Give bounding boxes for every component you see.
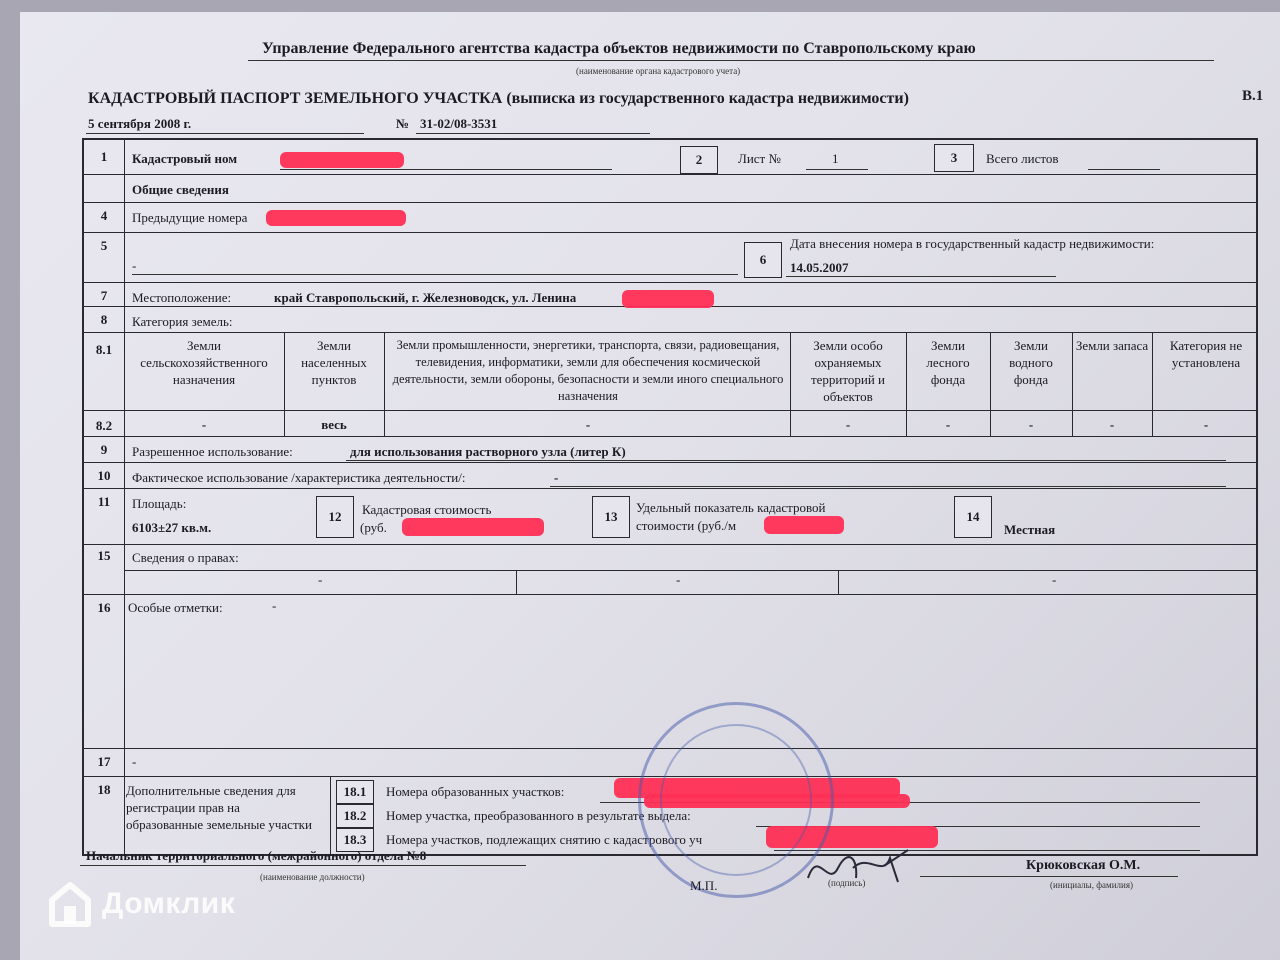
category-value: - [585, 417, 591, 432]
document-date: 5 сентября 2008 г. [88, 116, 192, 131]
row-17-value: - [132, 754, 137, 769]
specific-value-label: Удельный показатель кадастровой [636, 500, 826, 515]
row-5-value: - [132, 258, 137, 273]
seal-place-mark: М.П. [690, 878, 718, 893]
rights-value: - [1052, 572, 1057, 587]
special-notes-label: Особые отметки: [128, 600, 223, 615]
category-forest: Земли лесного фонда [926, 338, 970, 387]
category-value: - [201, 417, 207, 432]
permitted-use-label: Разрешенное использование: [132, 444, 293, 459]
position-caption: (наименование должности) [260, 872, 365, 882]
row-number-14: 14 [954, 496, 992, 538]
row-number-5: 5 [100, 238, 108, 253]
signature [798, 838, 918, 898]
total-sheets-label: Всего листов [986, 151, 1059, 166]
signature-caption: (подпись) [828, 878, 866, 888]
row-number-13: 13 [592, 496, 630, 538]
registration-date-label: Дата внесения номера в государственный кадастр недвижимости: [790, 236, 1155, 251]
signatory-name: Крюковская О.М. [1026, 858, 1141, 873]
formed-plots-label: Номера образованных участков: [386, 784, 565, 799]
additional-info-label: Дополнительные сведения для регистрации прав на образованные земельные участки [126, 783, 312, 832]
row-number-18-2: 18.2 [336, 804, 374, 828]
official-seal-inner-ring [660, 724, 812, 876]
row-number-3: 3 [934, 144, 974, 172]
category-protected: Земли особо охраняемых территорий и объектов [810, 338, 886, 404]
cadastral-number-label: Кадастровый ном [132, 151, 238, 166]
removed-plots-label: Номера участков, подлежащих снятию с кадастрового уч [386, 832, 703, 847]
category-reserve: Земли запаса [1075, 338, 1149, 353]
category-water: Земли водного фонда [1009, 338, 1053, 387]
row-number-7: 7 [100, 288, 108, 303]
document-title: КАДАСТРОВЫЙ ПАСПОРТ ЗЕМЕЛЬНОГО УЧАСТКА (выписка из государственного кадастра недвижимости) [88, 90, 909, 107]
rights-value: - [676, 572, 681, 587]
area-value: 6103±27 кв.м. [132, 520, 212, 535]
row-number-16: 16 [97, 600, 111, 615]
domclick-watermark [48, 880, 235, 928]
row-number-1: 1 [100, 149, 108, 164]
permitted-use-value: для использования растворного узла (литер К) [350, 444, 626, 459]
specific-value-unit: стоимости (руб./м [636, 518, 737, 533]
actual-use-label: Фактическое использование /характеристика деятельности/: [132, 470, 466, 485]
category-industrial: Земли промышленности, энергетики, транспорта, связи, радиовещания, телевидения, информатики, земли для обеспечения космической деятельности, земли обороны, безопасности и земли иного специального назначения [392, 338, 784, 403]
category-value: весь [321, 417, 347, 432]
row-number-18-1: 18.1 [336, 780, 374, 804]
row-number-15: 15 [97, 548, 111, 563]
agency-name: Управление Федерального агентства кадастра объектов недвижимости по Ставропольскому краю [262, 40, 976, 57]
row-number-8: 8 [100, 312, 108, 327]
agency-caption: (наименование органа кадастрового учета) [576, 66, 741, 76]
number-sign: № [396, 116, 410, 131]
row-number-17: 17 [97, 754, 111, 769]
document-sheet [20, 12, 1280, 960]
row-number-9: 9 [100, 442, 108, 457]
sheet-label: Лист № [738, 151, 781, 166]
special-notes-value: - [272, 598, 277, 613]
row-number-12: 12 [316, 496, 354, 538]
row-number-18-3: 18.3 [336, 828, 374, 852]
cadastral-value-unit: (руб. [360, 520, 387, 535]
house-icon [48, 880, 92, 928]
category-value: - [1203, 417, 1209, 432]
category-not-set: Категория не установлена [1169, 338, 1243, 370]
redaction-mark [266, 210, 406, 226]
previous-numbers-label: Предыдущие номера [132, 210, 248, 225]
name-caption: (инициалы, фамилия) [1050, 880, 1133, 890]
signatory-position: Начальник территориального (межрайонного) отдела №8 [86, 848, 427, 863]
sheet-number: 1 [832, 151, 839, 166]
category-value: - [945, 417, 951, 432]
form-code: В.1 [1242, 88, 1264, 104]
value-type: Местная [1004, 522, 1056, 537]
land-category-label: Категория земель: [132, 314, 233, 329]
row-number-10: 10 [97, 468, 111, 483]
category-value: - [845, 417, 851, 432]
redaction-mark [764, 516, 844, 534]
rights-label: Сведения о правах: [132, 550, 239, 565]
category-agricultural: Земли сельскохозяйственного назначения [140, 338, 268, 387]
actual-use-value: - [554, 470, 559, 485]
location-label: Местоположение: [132, 290, 232, 305]
document-number: 31-02/08-3531 [420, 116, 498, 131]
redaction-mark [280, 152, 404, 168]
redaction-mark [622, 290, 714, 308]
row-number-18: 18 [97, 782, 111, 797]
row-number-8-2: 8.2 [95, 418, 113, 433]
cadastral-value-label: Кадастровая стоимость [362, 502, 492, 517]
row-number-6: 6 [744, 242, 782, 278]
row-number-8-1: 8.1 [95, 342, 113, 357]
area-label: Площадь: [132, 496, 187, 511]
general-info-heading: Общие сведения [132, 182, 229, 197]
row-number-2: 2 [680, 146, 718, 174]
rights-value: - [318, 572, 323, 587]
location-value: край Ставропольский, г. Железноводск, ул. Ленина [274, 290, 577, 305]
category-value: - [1109, 417, 1115, 432]
watermark-brand: Домклик [102, 887, 236, 920]
transformed-plot-label: Номер участка, преобразованного в результате выдела: [386, 808, 691, 823]
category-settlements: Земли населенных пунктов [301, 338, 367, 387]
row-number-4: 4 [100, 208, 108, 223]
registration-date: 14.05.2007 [790, 260, 849, 275]
redaction-mark [402, 518, 544, 536]
row-number-11: 11 [97, 494, 111, 509]
category-value: - [1028, 417, 1034, 432]
